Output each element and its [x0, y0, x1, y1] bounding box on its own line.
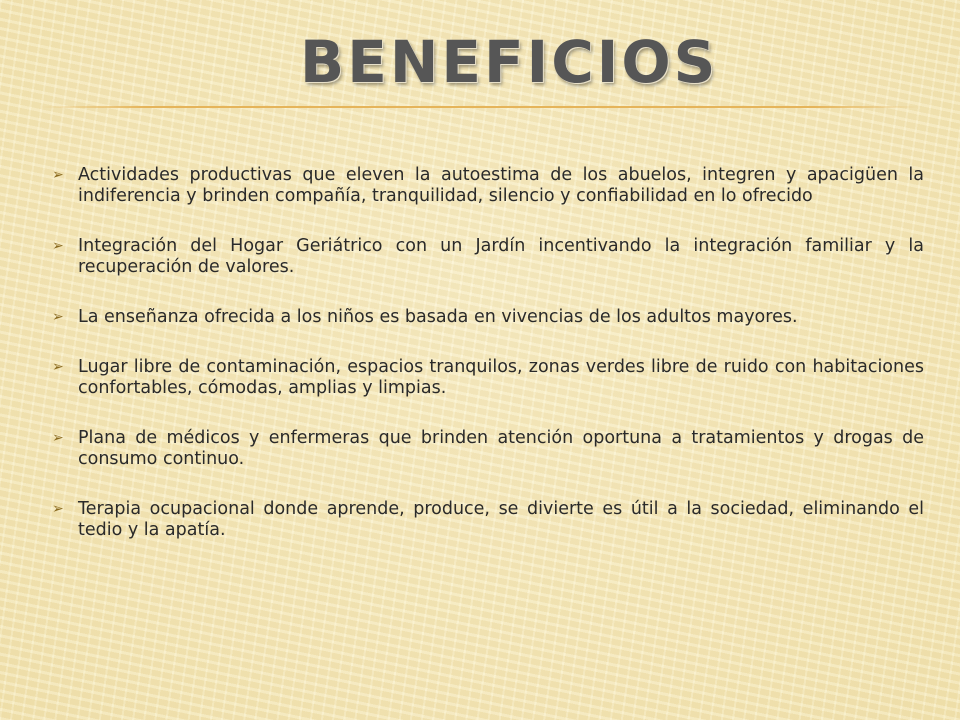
bullet-text: Plana de médicos y enfermeras que brinden atención oportuna a tratamientos y drogas de consumo continuo. [78, 428, 924, 469]
slide-title: BENEFICIOS [300, 28, 719, 96]
arrow-bullet-icon: ➢ [52, 430, 64, 446]
arrow-bullet-icon: ➢ [52, 309, 64, 325]
bullet-text: Terapia ocupacional donde aprende, produce, se divierte es útil a la sociedad, eliminando el tedio y la apatía. [78, 499, 924, 540]
bullet-item [52, 236, 924, 278]
title-divider [40, 106, 920, 108]
arrow-bullet-icon: ➢ [52, 238, 64, 254]
bullet-text: La enseñanza ofrecida a los niños es basada en vivencias de los adultos mayores. [78, 307, 798, 327]
bullet-item [52, 357, 924, 399]
bullet-item [52, 165, 924, 207]
arrow-bullet-icon: ➢ [52, 501, 64, 517]
bullet-text: Integración del Hogar Geriátrico con un Jardín incentivando la integración familiar y la recuperación de valores. [78, 236, 924, 277]
arrow-bullet-icon: ➢ [52, 359, 64, 375]
bullet-list [52, 165, 924, 570]
bullet-item [52, 499, 924, 541]
bullet-item [52, 307, 924, 328]
bullet-text: Actividades productivas que eleven la autoestima de los abuelos, integren y apacigüen la indiferencia y brinden compañía, tranquilidad, silencio y confiabilidad en lo ofrecido [78, 165, 924, 206]
bullet-item [52, 428, 924, 470]
arrow-bullet-icon: ➢ [52, 167, 64, 183]
bullet-text: Lugar libre de contaminación, espacios tranquilos, zonas verdes libre de ruido con habitaciones confortables, cómodas, amplias y limpias. [78, 357, 924, 398]
